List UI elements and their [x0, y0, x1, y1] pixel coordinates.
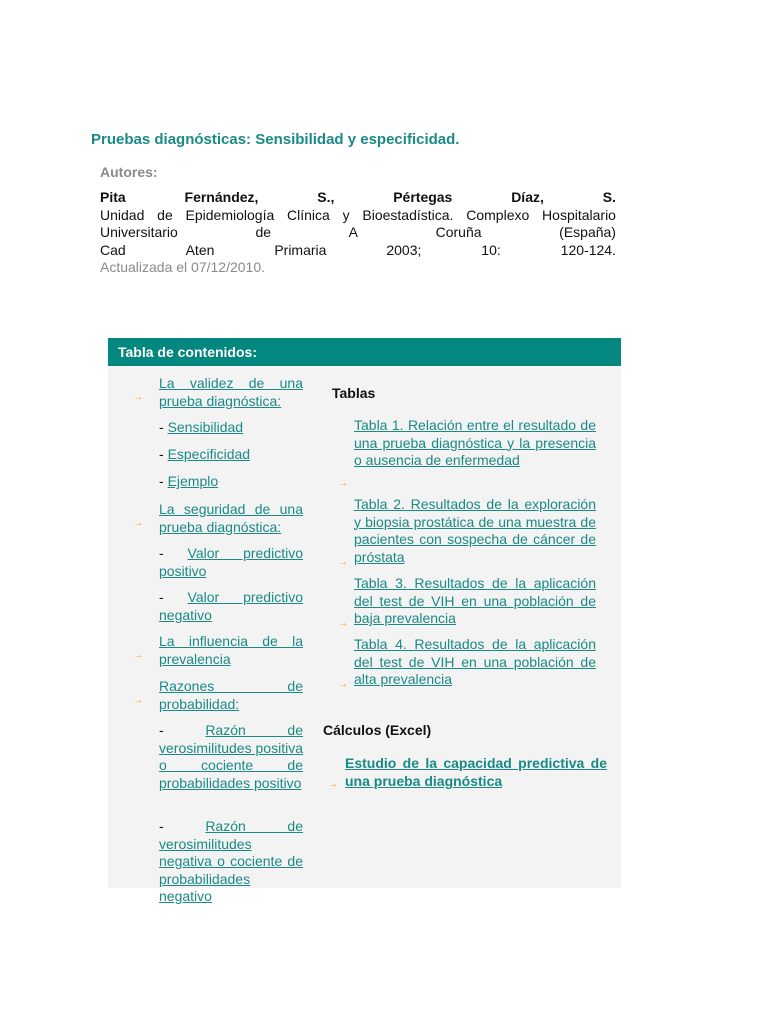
affiliation-word: y: [342, 206, 350, 223]
link-influencia[interactable]: La influencia de la prevalencia: [159, 633, 303, 667]
citation-line: [100, 242, 616, 260]
citation-word: 10:: [481, 241, 501, 258]
dash: -: [159, 818, 206, 834]
affiliation-line-2: [100, 224, 616, 242]
updated-date: Actualizada el 07/12/2010.: [100, 259, 266, 275]
affiliation-word: Hospitalario: [542, 206, 616, 223]
link-sensibilidad[interactable]: Sensibilidad: [167, 419, 244, 435]
author-word: Pértegas: [393, 189, 453, 205]
toc-item-tabla4: [354, 636, 596, 689]
link-calculo[interactable]: Estudio de la capacidad predictiva de una prueba diagnóstica: [345, 755, 607, 789]
toc-item-tabla2: [354, 496, 596, 566]
arrow-bullet-icon: →: [338, 679, 348, 690]
affiliation-word: de: [157, 206, 173, 223]
toc-item-razon-negativa: [159, 818, 303, 906]
affiliation-word: Epidemiología: [185, 206, 275, 223]
citation-word: Aten: [185, 241, 215, 258]
dash: -: [159, 419, 168, 435]
link-vpn[interactable]: Valor predictivo negativo: [159, 589, 303, 623]
toc-item-vpn: [159, 589, 303, 624]
toc-item-tabla3: [354, 575, 596, 628]
arrow-bullet-icon: →: [328, 779, 338, 790]
author-word: S.: [602, 189, 616, 205]
arrow-bullet-icon: →: [338, 618, 348, 629]
arrow-bullet-icon: →: [133, 650, 143, 661]
page-title: Pruebas diagnósticas: Sensibilidad y especificidad.: [91, 131, 460, 148]
dash: -: [159, 446, 168, 462]
author-word: Fernández,: [184, 189, 259, 205]
author-word: Díaz,: [511, 189, 544, 205]
citation-word: Primaria: [274, 241, 327, 258]
affiliation-word: A: [348, 224, 358, 240]
dash: -: [159, 545, 188, 561]
toc-item-validez: [159, 375, 303, 410]
toc-item-especificidad: [159, 446, 303, 464]
author-word: Pita: [100, 189, 126, 205]
calculos-heading: Cálculos (Excel): [323, 722, 432, 738]
arrow-bullet-icon: →: [338, 557, 348, 568]
arrow-bullet-icon: →: [133, 392, 143, 403]
toc-item-vpp: [159, 545, 303, 580]
author-word: S.,: [317, 189, 335, 205]
affiliation-word: Bioestadística.: [362, 206, 454, 223]
arrow-bullet-icon: →: [338, 478, 348, 489]
arrow-bullet-icon: →: [133, 518, 143, 529]
link-tabla1[interactable]: Tabla 1. Relación entre el resultado de una prueba diagnóstica y la presencia o ausencia de enfermedad: [354, 417, 596, 468]
link-razones[interactable]: Razones de probabilidad:: [159, 678, 303, 712]
affiliation-word: Clínica: [287, 206, 330, 223]
citation-word: 2003;: [386, 241, 422, 258]
authors-label: Autores:: [100, 164, 158, 180]
dash: -: [159, 589, 188, 605]
table-of-contents: [108, 338, 621, 904]
link-razon-negativa[interactable]: Razón de verosimilitudes negativa o cociente de probabilidades negativo: [159, 818, 303, 904]
link-tabla2[interactable]: Tabla 2. Resultados de la exploración y biopsia prostática de una muestra de pacientes con sospecha de cáncer de próstata: [354, 496, 596, 565]
dash: -: [159, 722, 206, 738]
link-validez[interactable]: La validez de una prueba diagnóstica:: [159, 375, 303, 409]
toc-item-razones: [159, 678, 303, 713]
toc-item-influencia: [159, 633, 303, 668]
affiliation-word: Universitario: [100, 224, 178, 240]
toc-item-razon-positiva: [159, 722, 303, 792]
citation-word: Cad: [100, 241, 126, 258]
article-info: [100, 189, 616, 277]
tablas-heading: Tablas: [332, 385, 376, 401]
affiliation-line-1: [100, 207, 616, 225]
link-razon-positiva[interactable]: Razón de verosimilitudes positiva o cociente de probabilidades positivo: [159, 722, 303, 791]
authors-line: [100, 189, 616, 207]
affiliation-word: Complexo: [466, 206, 530, 223]
link-vpp[interactable]: Valor predictivo positivo: [159, 545, 303, 579]
affiliation-word: de: [255, 224, 272, 240]
link-ejemplo[interactable]: Ejemplo: [167, 473, 219, 489]
affiliation-word: Unidad: [100, 206, 145, 223]
toc-item-sensibilidad: [159, 419, 303, 437]
toc-item-ejemplo: [159, 473, 303, 491]
citation-word: 120-124.: [560, 241, 616, 258]
dash: -: [159, 473, 168, 489]
toc-header: Tabla de contenidos:: [108, 338, 621, 366]
toc-item-calculo: [345, 754, 607, 790]
link-tabla4[interactable]: Tabla 4. Resultados de la aplicación del test de VIH en una población de alta prevalencia: [354, 636, 596, 687]
toc-item-tabla1: [354, 417, 596, 470]
affiliation-word: Coruña: [435, 224, 482, 240]
link-tabla3[interactable]: Tabla 3. Resultados de la aplicación del test de VIH en una población de baja prevalencia: [354, 575, 596, 626]
affiliation-word: (España): [559, 224, 616, 240]
link-seguridad[interactable]: La seguridad de una prueba diagnóstica:: [159, 501, 303, 535]
toc-item-seguridad: [159, 501, 303, 536]
arrow-bullet-icon: →: [133, 695, 143, 706]
link-especificidad[interactable]: Especificidad: [167, 446, 251, 462]
